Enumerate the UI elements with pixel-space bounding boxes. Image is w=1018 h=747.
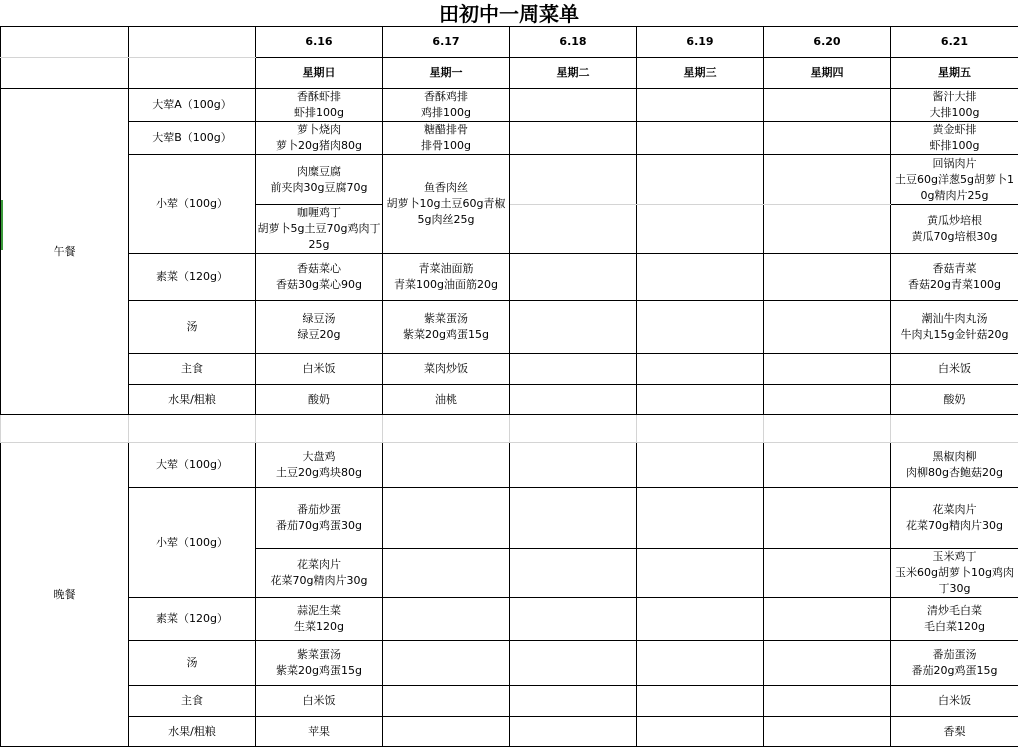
dish-cell: 白米饭: [891, 686, 1018, 717]
date-cell: 6.21: [891, 27, 1018, 58]
empty-cell: [383, 549, 510, 598]
menu-title: 田初中一周菜单: [0, 0, 1018, 26]
spacer-cell: [1, 415, 129, 443]
empty-cell: [637, 549, 764, 598]
empty-cell: [764, 89, 891, 122]
empty-cell: [510, 385, 637, 415]
empty-cell: [510, 155, 637, 205]
dish-cell: 回锅肉片 土豆60g洋葱5g胡萝卜10g精肉片25g: [891, 155, 1018, 205]
empty-cell: [383, 488, 510, 549]
empty-cell: [510, 717, 637, 747]
dinner-big-row: [1, 443, 1018, 488]
dinner-veg-row: [1, 598, 1018, 641]
lunch-staple-row: [1, 354, 1018, 385]
empty-cell: [764, 122, 891, 155]
dish-cell: 香梨: [891, 717, 1018, 747]
spacer-cell: [637, 415, 764, 443]
category-label: 小荤（100g）: [129, 155, 256, 254]
empty-cell: [764, 598, 891, 641]
dish-cell: 大盘鸡 土豆20g鸡块80g: [256, 443, 383, 488]
weekday-cell: 星期五: [891, 58, 1018, 89]
weekday-cell: 星期二: [510, 58, 637, 89]
spacer-cell: [256, 415, 383, 443]
empty-cell: [637, 717, 764, 747]
dish-cell: 油桃: [383, 385, 510, 415]
empty-cell: [510, 443, 637, 488]
empty-cell: [383, 443, 510, 488]
lunch-veg-row: [1, 254, 1018, 301]
category-label: 小荤（100g）: [129, 488, 256, 598]
dinner-fruit-row: [1, 717, 1018, 747]
empty-cell: [764, 155, 891, 205]
weekday-row: [1, 58, 1018, 89]
empty-cell: [383, 641, 510, 686]
spacer-row: [1, 415, 1018, 443]
dinner-staple-row: [1, 686, 1018, 717]
dish-cell: 苹果: [256, 717, 383, 747]
category-label: 素菜（120g）: [129, 254, 256, 301]
dish-cell: 紫菜蛋汤 紫菜20g鸡蛋15g: [383, 301, 510, 354]
empty-cell: [637, 385, 764, 415]
category-label: 汤: [129, 301, 256, 354]
date-cell: 6.16: [256, 27, 383, 58]
category-label: 大荤B（100g）: [129, 122, 256, 155]
empty-cell: [510, 641, 637, 686]
empty-cell: [637, 301, 764, 354]
dish-cell: 香菇菜心 香菇30g菜心90g: [256, 254, 383, 301]
empty-cell: [383, 686, 510, 717]
dish-cell: 萝卜烧肉 萝卜20g猪肉80g: [256, 122, 383, 155]
empty-cell: [764, 641, 891, 686]
empty-cell: [637, 443, 764, 488]
dish-cell: 酸奶: [256, 385, 383, 415]
empty-cell: [510, 89, 637, 122]
dish-cell: 白米饭: [256, 354, 383, 385]
dish-cell: 花菜肉片 花菜70g精肉片30g: [891, 488, 1018, 549]
spacer-cell: [891, 415, 1018, 443]
dish-cell: 黄瓜炒培根 黄瓜70g培根30g: [891, 205, 1018, 254]
dish-cell: 肉糜豆腐 前夹肉30g豆腐70g: [256, 155, 383, 205]
lunch-big-b-row: [1, 122, 1018, 155]
category-label: 汤: [129, 641, 256, 686]
dish-cell: 紫菜蛋汤 紫菜20g鸡蛋15g: [256, 641, 383, 686]
category-label: 主食: [129, 354, 256, 385]
empty-cell: [637, 205, 764, 254]
empty-cell: [764, 549, 891, 598]
header-blank: [129, 58, 256, 89]
dish-cell: 香酥鸡排 鸡排100g: [383, 89, 510, 122]
dinner-label: 晚餐: [1, 443, 129, 747]
empty-cell: [637, 641, 764, 686]
empty-cell: [510, 354, 637, 385]
lunch-small-row-1: [1, 155, 1018, 205]
date-cell: 6.19: [637, 27, 764, 58]
category-label: 素菜（120g）: [129, 598, 256, 641]
empty-cell: [764, 205, 891, 254]
weekday-cell: 星期三: [637, 58, 764, 89]
empty-cell: [764, 717, 891, 747]
empty-cell: [637, 122, 764, 155]
empty-cell: [510, 205, 637, 254]
empty-cell: [764, 254, 891, 301]
dish-cell: 糖醋排骨 排骨100g: [383, 122, 510, 155]
dinner-small-row-1: [1, 488, 1018, 549]
weekly-menu-table: [0, 26, 1018, 747]
category-label: 大荤A（100g）: [129, 89, 256, 122]
lunch-big-a-row: [1, 89, 1018, 122]
empty-cell: [764, 385, 891, 415]
empty-cell: [637, 686, 764, 717]
lunch-label: 午餐: [1, 89, 129, 415]
empty-cell: [510, 301, 637, 354]
empty-cell: [764, 443, 891, 488]
empty-cell: [510, 686, 637, 717]
empty-cell: [637, 598, 764, 641]
dish-cell: 黑椒肉柳 肉柳80g杏鲍菇20g: [891, 443, 1018, 488]
dish-cell: 鱼香肉丝 胡萝卜10g土豆60g青椒5g肉丝25g: [383, 155, 510, 254]
empty-cell: [764, 488, 891, 549]
dish-cell: 酸奶: [891, 385, 1018, 415]
dish-cell: 香菇青菜 香菇20g青菜100g: [891, 254, 1018, 301]
lunch-fruit-row: [1, 385, 1018, 415]
dish-cell: 菜肉炒饭: [383, 354, 510, 385]
empty-cell: [510, 549, 637, 598]
empty-cell: [510, 122, 637, 155]
empty-cell: [637, 254, 764, 301]
header-blank: [129, 27, 256, 58]
lunch-soup-row: [1, 301, 1018, 354]
dish-cell: 番茄炒蛋 番茄70g鸡蛋30g: [256, 488, 383, 549]
dish-cell: 花菜肉片 花菜70g精肉片30g: [256, 549, 383, 598]
empty-cell: [510, 488, 637, 549]
dinner-soup-row: [1, 641, 1018, 686]
date-row: [1, 27, 1018, 58]
category-label: 水果/粗粮: [129, 385, 256, 415]
date-cell: 6.17: [383, 27, 510, 58]
dish-cell: 香酥虾排 虾排100g: [256, 89, 383, 122]
category-label: 主食: [129, 686, 256, 717]
spacer-cell: [383, 415, 510, 443]
weekday-cell: 星期四: [764, 58, 891, 89]
empty-cell: [637, 488, 764, 549]
spacer-cell: [510, 415, 637, 443]
dish-cell: 番茄蛋汤 番茄20g鸡蛋15g: [891, 641, 1018, 686]
empty-cell: [764, 354, 891, 385]
dish-cell: 绿豆汤 绿豆20g: [256, 301, 383, 354]
dish-cell: 白米饭: [256, 686, 383, 717]
empty-cell: [383, 717, 510, 747]
empty-cell: [383, 598, 510, 641]
empty-cell: [637, 155, 764, 205]
empty-cell: [637, 89, 764, 122]
empty-cell: [764, 686, 891, 717]
header-blank: [1, 58, 129, 89]
dish-cell: 玉米鸡丁 玉米60g胡萝卜10g鸡肉丁30g: [891, 549, 1018, 598]
empty-cell: [510, 254, 637, 301]
header-blank: [1, 27, 129, 58]
dish-cell: 白米饭: [891, 354, 1018, 385]
date-cell: 6.18: [510, 27, 637, 58]
weekday-cell: 星期日: [256, 58, 383, 89]
category-label: 大荤（100g）: [129, 443, 256, 488]
empty-cell: [764, 301, 891, 354]
dish-cell: 潮汕牛肉丸汤 牛肉丸15g金针菇20g: [891, 301, 1018, 354]
weekday-cell: 星期一: [383, 58, 510, 89]
empty-cell: [510, 598, 637, 641]
dish-cell: 蒜泥生菜 生菜120g: [256, 598, 383, 641]
dish-cell: 黄金虾排 虾排100g: [891, 122, 1018, 155]
dish-cell: 青菜油面筋 青菜100g油面筋20g: [383, 254, 510, 301]
dish-cell: 酱汁大排 大排100g: [891, 89, 1018, 122]
dish-cell: 清炒毛白菜 毛白菜120g: [891, 598, 1018, 641]
spacer-cell: [764, 415, 891, 443]
category-label: 水果/粗粮: [129, 717, 256, 747]
spacer-cell: [129, 415, 256, 443]
date-cell: 6.20: [764, 27, 891, 58]
dish-cell: 咖喱鸡丁 胡萝卜5g土豆70g鸡肉丁25g: [256, 205, 383, 254]
empty-cell: [637, 354, 764, 385]
